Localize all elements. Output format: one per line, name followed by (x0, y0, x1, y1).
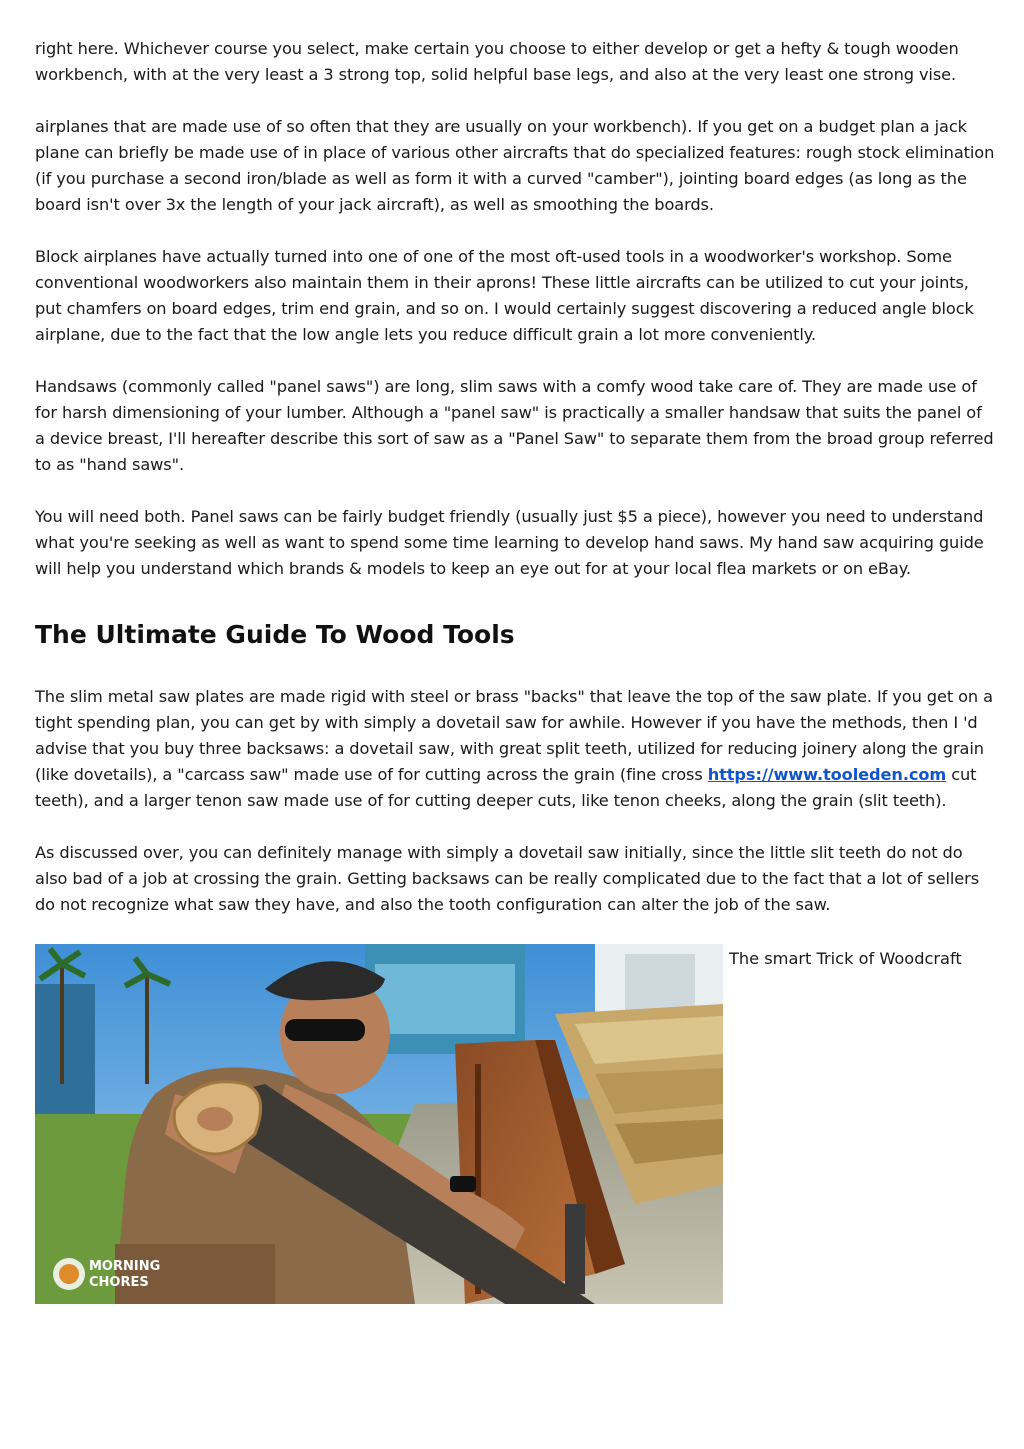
paragraph: airplanes that are made use of so often that they are usually on your workbench). If you get on a budget plan a jack plane can briefly be made use of in place of various other aircrafts that do specialized features: rough stock elimination (if you purchase a second iron/blade as well as form it with a curved "camber"), jointing board edges (as long as the board isn't over 3x the length of your jack aircraft), as well as smoothing the boards. (35, 117, 995, 214)
watermark-text-line2: CHORES (89, 1275, 149, 1290)
paragraph: right here. Whichever course you select, make certain you choose to either develop or get a hefty & tough wooden workbench, with at the very least a 3 strong top, solid helpful base legs, and also at the very least one strong vise. (35, 39, 959, 84)
paragraph: Block airplanes have actually turned into one of one of the most oft-used tools in a woodworker's workshop. Some conventional woodworkers also maintain them in their aprons! These little aircrafts can be utilized to cut your joints, put chamfers on board edges, trim end grain, and so on. I would certainly suggest discovering a reduced angle block airplane, due to the fact that the low angle lets you reduce difficult grain a lot more conveniently. (35, 247, 974, 344)
paragraph: You will need both. Panel saws can be fairly budget friendly (usually just $5 a piece), however you need to understand what you're seeking as well as want to spend some time learning to develop hand saws. My hand saw acquiring guide will help you understand which brands & models to keep an eye out for at your local flea markets or on eBay. (35, 507, 984, 578)
woodworker-photo (35, 944, 723, 1304)
section-heading: The Ultimate Guide To Wood Tools (35, 620, 515, 649)
tooleden-link[interactable]: https://www.tooleden.com (707, 765, 947, 784)
paragraph: Handsaws (commonly called "panel saws") are long, slim saws with a comfy wood take care of. They are made use of for harsh dimensioning of your lumber. Although a "panel saw" is practically a smaller handsaw that suits the panel of a device breast, I'll hereafter describe this sort of saw as a "Panel Saw" to separate them from the broad group referred to as "hand saws". (35, 377, 994, 474)
paragraph-text-before: The slim metal saw plates are made rigid with steel or brass "backs" that leave the top of the saw plate. If you get on a tight spending plan, you can get by with simply a dovetail saw for awhile. However if you have the methods, then I 'd advise that you buy three backsaws: a dovetail saw, with great split teeth, utilized for reducing joinery along the grain (like dovetails), a "carcass saw" made use of for cutting across the grain (fine cross (35, 687, 993, 784)
paragraph-text-after: cut teeth), and a larger tenon saw made use of for cutting deeper cuts, like tenon cheeks, along the grain (slit teeth). (35, 765, 977, 810)
paragraph: As discussed over, you can definitely manage with simply a dovetail saw initially, since the little slit teeth do not do also bad of a job at crossing the grain. Getting backsaws can be really complicated due to the fact that a lot of sellers do not recognize what saw they have, and also the tooth configuration can alter the job of the saw. (35, 843, 980, 914)
image-caption: The smart Trick of Woodcraft (729, 949, 962, 968)
document-page (35, 36, 995, 1314)
figure-row (35, 944, 995, 1314)
watermark-text-line1: MORNING (89, 1259, 161, 1274)
paragraph-with-link (35, 684, 995, 814)
